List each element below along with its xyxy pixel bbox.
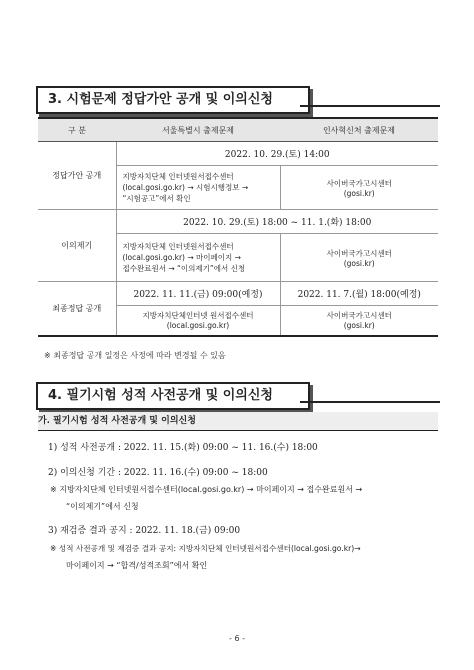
item-reverify-note-line2: 마이페이지 → “합격/성적조회”에서 확인 xyxy=(66,561,208,570)
item-objection-period: 2) 이의신청 기간 : 2022. 11. 16.(수) 09:00 ~ 18:00 xyxy=(48,468,268,478)
table-header-row xyxy=(38,118,438,142)
subsection-title: 가. 필기시험 성적 사전공개 및 이의신청 xyxy=(38,412,438,431)
objection-seoul: 지방자치단체 인터넷원서접수센터 (local.gosi.go.kr) → 마이페이지 → 접수완료원서 → “이의제기”에서 신청 xyxy=(116,234,280,282)
final-mpm: 사이버국가고시센터 (gosi.kr) xyxy=(280,306,438,336)
item-objection-note-line2: “이의제기”에서 신청 xyxy=(66,502,139,511)
row-label-final: 최종정답 공개 xyxy=(38,282,116,336)
answer-draft-date: 2022. 10. 29.(토) 14:00 xyxy=(116,142,438,166)
answer-draft-seoul: 지방자치단체 인터넷원서접수센터 (local.gosi.go.kr) → 시험시행정보 → “시험공고”에서 확인 xyxy=(116,166,280,210)
final-date-seoul: 2022. 11. 11.(금) 09:00(예정) xyxy=(116,282,280,306)
item-reverify-notice: 3) 재검증 결과 공지 : 2022. 11. 18.(금) 09:00 xyxy=(48,526,241,536)
section-4-rule xyxy=(300,401,440,403)
header-category: 구 분 xyxy=(38,118,116,142)
schedule-note: ※ 최종정답 공개 일정은 사정에 따라 변경될 수 있음 xyxy=(44,351,226,360)
answer-draft-mpm: 사이버국가고시센터 (gosi.kr) xyxy=(280,166,438,210)
section-3-title: 3. 시험문제 정답가안 공개 및 이의신청 xyxy=(36,86,310,114)
row-label-answer-draft: 정답가안 공개 xyxy=(38,142,116,210)
table-row xyxy=(38,142,438,166)
row-label-objection: 이의제기 xyxy=(38,210,116,282)
final-date-mpm: 2022. 11. 7.(월) 18:00(예정) xyxy=(280,282,438,306)
objection-mpm: 사이버국가고시센터 (gosi.kr) xyxy=(280,234,438,282)
table-row xyxy=(38,282,438,306)
item-objection-note-line1: ※ 지방자치단체 인터넷원서접수센터(local.gosi.go.kr) → 마이페이지 → 접수완료원서 → xyxy=(50,485,363,494)
header-mpm: 인사혁신처 출제문제 xyxy=(280,118,438,142)
answer-schedule-table xyxy=(38,117,438,337)
table-row xyxy=(38,210,438,234)
section-3-rule xyxy=(300,105,440,107)
objection-date: 2022. 10. 29.(토) 18:00 ~ 11. 1.(화) 18:00 xyxy=(116,210,438,234)
header-seoul: 서울특별시 출제문제 xyxy=(116,118,280,142)
section-4-title: 4. 필기시험 성적 사전공개 및 이의신청 xyxy=(36,382,310,410)
final-seoul: 지방자치단체인터넷 원서접수센터 (local.gosi.go.kr) xyxy=(116,306,280,336)
item-reverify-note-line1: ※ 성적 사전공개 및 재검증 결과 공지: 지방자치단체 인터넷원서접수센터(local.gosi.go.kr)→ xyxy=(50,544,361,553)
page-number: - 6 - xyxy=(229,634,245,643)
item-score-preview: 1) 성적 사전공개 : 2022. 11. 15.(화) 09:00 ~ 11. 16.(수) 18:00 xyxy=(48,443,318,453)
